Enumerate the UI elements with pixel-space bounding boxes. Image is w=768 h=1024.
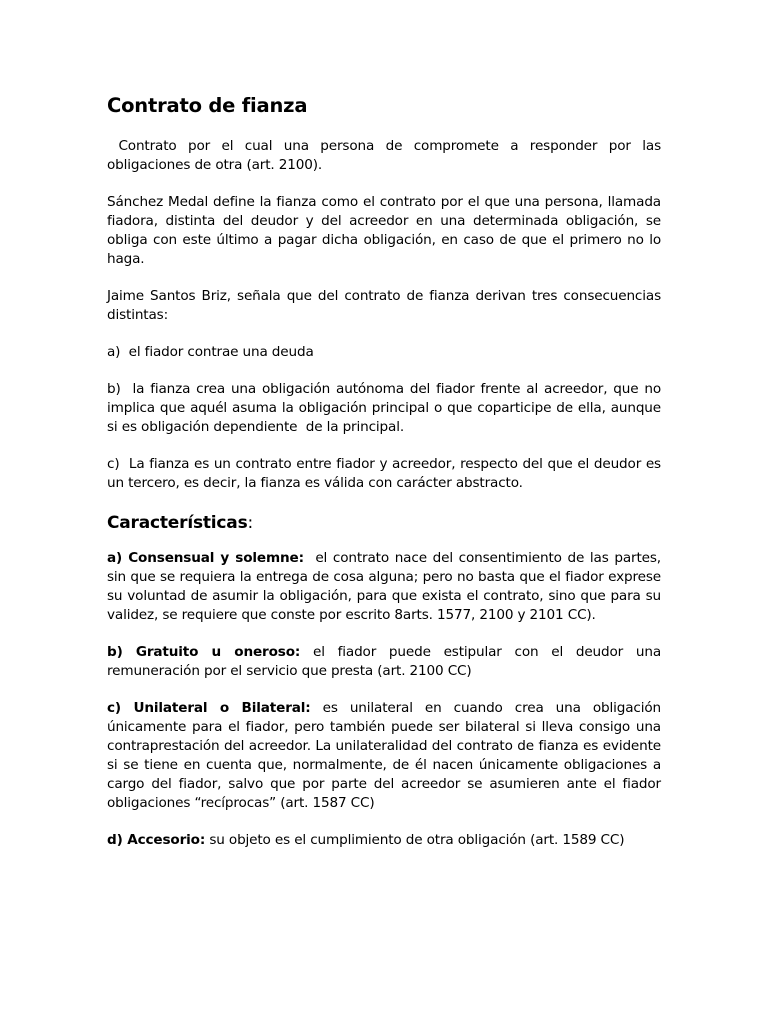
characteristic-label: a) Consensual y solemne: <box>107 550 304 566</box>
characteristic-text: el fiador puede estipular con el deudor una remuneración por el servicio que presta (art. 2100 CC) <box>107 644 661 679</box>
characteristics-heading-colon: : <box>247 513 254 533</box>
consequence-b: b) la fianza crea una obligación autónoma del fiador frente al acreedor, que no implica que aquél asuma la obligación principal o que coparticipe de ella, aunque si es obligación dependiente de la principal. <box>107 381 666 435</box>
consequence-a: a) el fiador contrae una deuda <box>107 344 314 360</box>
document-title: Contrato de fianza <box>107 94 308 117</box>
document-page <box>107 92 666 868</box>
characteristic-label: b) Gratuito u oneroso: <box>107 644 301 660</box>
characteristics-heading-text: Características <box>107 513 248 533</box>
santos-briz-paragraph: Jaime Santos Briz, señala que del contrato de fianza derivan tres consecuencias distintas: <box>107 288 661 323</box>
characteristic-text: es unilateral en cuando crea una obligación únicamente para el fiador, pero también puede ser bilateral si lleva consigo una contraprestación del acreedor. La unilateralidad del contrato de fianza es evidente si se tiene en cuenta que, normalmente, de él nacen únicamente obligaciones a cargo del fiador, salvo que por parte del acreedor se asumieren ante el fiador obligaciones “recíprocas” (art. 1587 CC) <box>107 700 661 811</box>
characteristic-item <box>107 831 661 850</box>
definition-paragraph: Contrato por el cual una persona de compromete a responder por las obligaciones de otra (art. 2100). <box>107 138 666 173</box>
characteristic-item <box>107 699 661 813</box>
characteristic-item <box>107 643 661 681</box>
characteristics-heading <box>107 511 661 535</box>
sanchez-medal-paragraph: Sánchez Medal define la fianza como el contrato por el que una persona, llamada fiadora, distinta del deudor y del acreedor en una determinada obligación, se obliga con este último a pagar dicha obligación, en caso de que el primero no lo haga. <box>107 194 661 267</box>
characteristic-label: d) Accesorio: <box>107 832 206 848</box>
characteristic-label: c) Unilateral o Bilateral: <box>107 700 311 716</box>
characteristic-text: el contrato nace del consentimiento de las partes, sin que se requiera la entrega de cosa alguna; pero no basta que el fiador exprese su voluntad de asumir la obligación, para que exista el contrato, sino que para su validez, se requiere que conste por escrito 8arts. 1577, 2100 y 2101 CC). <box>107 550 666 623</box>
characteristic-item <box>107 549 666 625</box>
characteristic-text: su objeto es el cumplimiento de otra obligación (art. 1589 CC) <box>205 832 625 848</box>
consequence-c: c) La fianza es un contrato entre fiador y acreedor, respecto del que el deudor es un tercero, es decir, la fianza es válida con carácter abstracto. <box>107 456 666 491</box>
